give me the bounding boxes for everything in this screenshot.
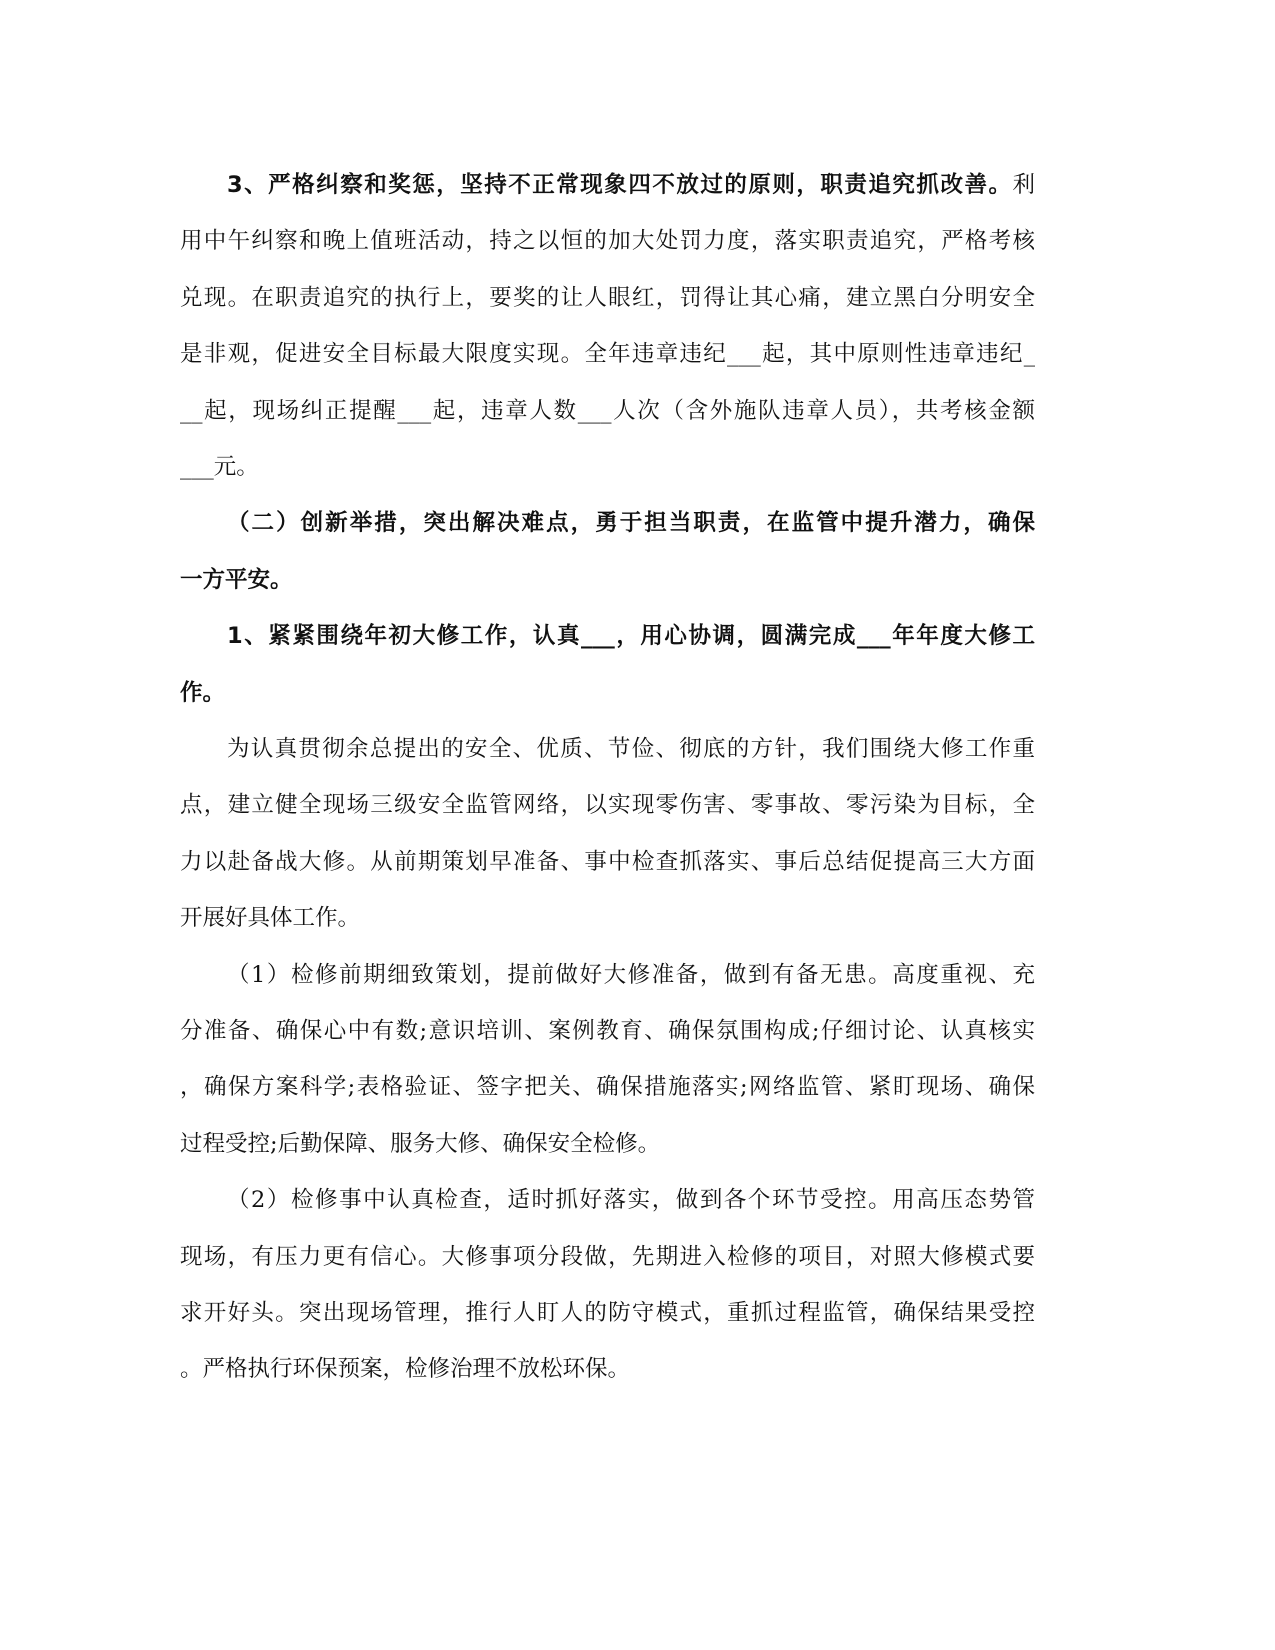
text-line	[180, 170, 1035, 200]
body-text: （1）检修前期细致策划，提前做好大修准备，做到有备无患。高度重视、充	[227, 961, 1035, 988]
text-line	[180, 1016, 1035, 1046]
body-text: ___元。	[180, 454, 259, 480]
body-text: （2）检修事中认真检查，适时抓好落实，做到各个环节受控。用高压态势管	[227, 1187, 1035, 1214]
body-text: 现场，有压力更有信心。大修事项分段做，先期进入检修的项目，对照大修模式要	[180, 1243, 1035, 1270]
text-line	[180, 226, 1035, 256]
bold-text: 1、紧紧围绕年初大修工作，认真___，用心协调，圆满完成___年年度大修工	[227, 623, 1035, 650]
text-line	[180, 283, 1035, 313]
bold-text: 3、严格纠察和奖惩，坚持不正常现象四不放过的原则，职责追究抓改善。	[227, 172, 1013, 198]
bold-text: 作。	[180, 679, 226, 706]
body-text: 为认真贯彻余总提出的安全、优质、节俭、彻底的方针，我们围绕大修工作重	[227, 736, 1035, 762]
text-line	[180, 678, 1035, 708]
text-line	[180, 396, 1035, 426]
body-text: ，确保方案科学;表格验证、签字把关、确保措施落实;网络监管、紧盯现场、确保	[180, 1074, 1035, 1101]
text-line	[180, 790, 1035, 820]
text-line	[180, 1298, 1035, 1328]
text-line	[180, 508, 1035, 538]
bold-text: （二）创新举措，突出解决难点，勇于担当职责，在监管中提升潜力，确保	[227, 510, 1035, 537]
body-text: __起，现场纠正提醒___起，违章人数___人次（含外施队违章人员），共考核金额	[180, 397, 1035, 424]
body-text: 。严格执行环保预案，检修治理不放松环保。	[180, 1356, 631, 1383]
text-line	[180, 903, 1035, 933]
bold-text: 一方平安。	[180, 566, 293, 593]
text-line	[180, 1129, 1035, 1159]
body-text: 是非观，促进安全目标最大限度实现。全年违章违纪___起，其中原则性违章违纪_	[180, 341, 1035, 368]
text-line	[180, 1354, 1035, 1384]
body-text: 过程受控;后勤保障、服务大修、确保安全检修。	[180, 1130, 661, 1157]
body-text: 求开好头。突出现场管理，推行人盯人的防守模式，重抓过程监管，确保结果受控	[180, 1300, 1035, 1326]
body-text: 点，建立健全现场三级安全监管网络，以实现零伤害、零事故、零污染为目标，全	[180, 792, 1035, 819]
text-line	[180, 1242, 1035, 1272]
text-line	[180, 339, 1035, 369]
body-text: 利	[1012, 172, 1035, 198]
text-line	[180, 960, 1035, 990]
text-line	[180, 565, 1035, 595]
text-line	[180, 1072, 1035, 1102]
text-line	[180, 452, 1035, 482]
body-text: 力以赴备战大修。从前期策划早准备、事中检查抓落实、事后总结促提高三大方面	[180, 848, 1035, 875]
body-text: 开展好具体工作。	[180, 905, 361, 932]
text-line	[180, 621, 1035, 651]
body-text: 用中午纠察和晚上值班活动，持之以恒的加大处罚力度，落实职责追究，严格考核	[180, 228, 1035, 255]
text-line	[180, 1185, 1035, 1215]
body-text: 分准备、确保心中有数;意识培训、案例教育、确保氛围构成;仔细讨论、认真核实	[180, 1018, 1035, 1044]
text-line	[180, 847, 1035, 877]
body-text: 兑现。在职责追究的执行上，要奖的让人眼红，罚得让其心痛，建立黑白分明安全	[180, 284, 1035, 311]
text-line	[180, 734, 1035, 764]
